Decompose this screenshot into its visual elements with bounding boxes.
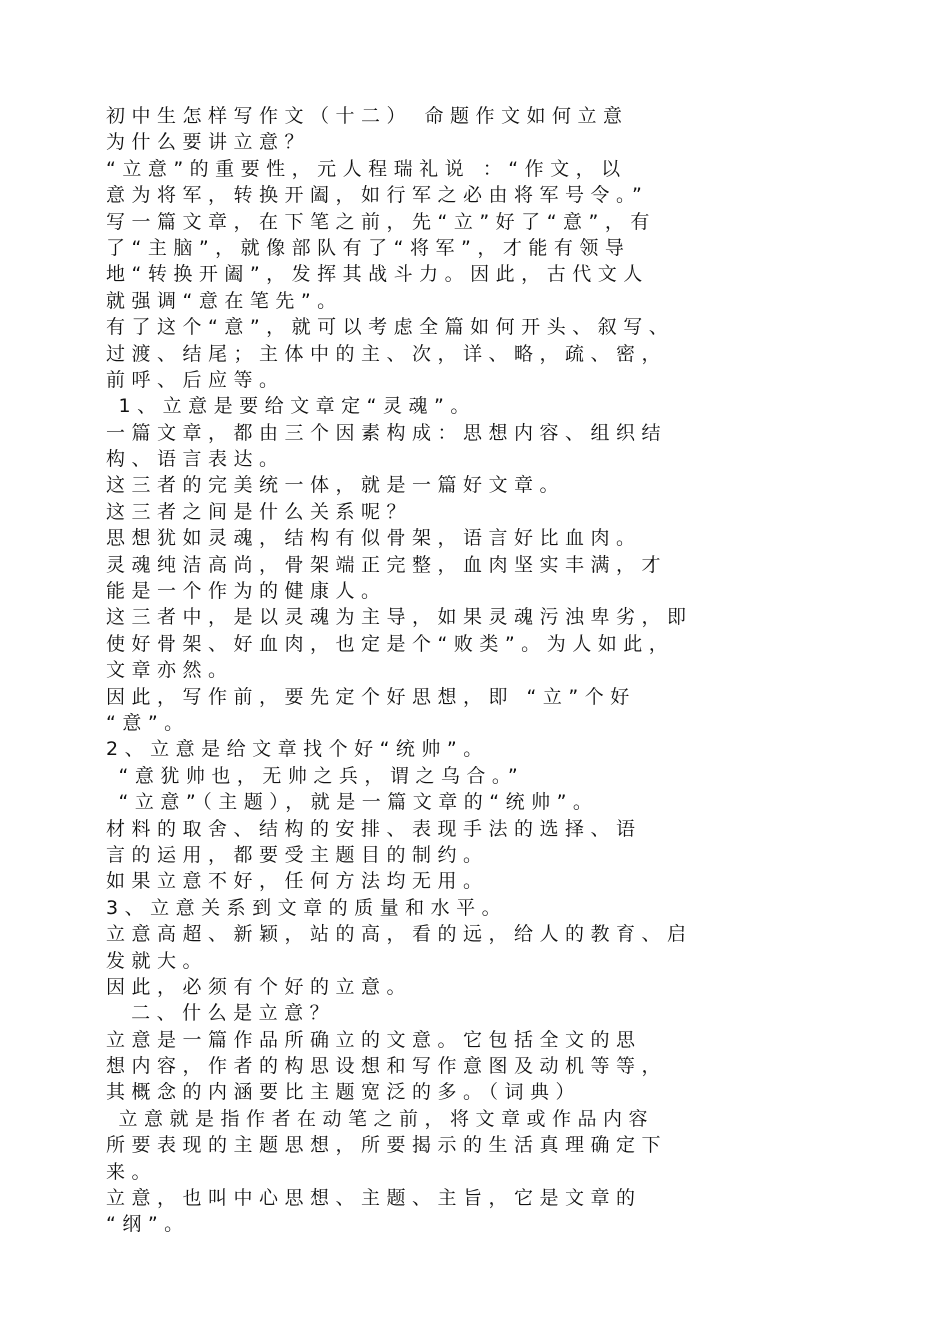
text-line: 立意，也叫中心思想、主题、主旨，它是文章的 <box>106 1187 642 1210</box>
text-line: 来。 <box>106 1160 158 1183</box>
text-line: 一篇文章，都由三个因素构成：思想内容、组织结 <box>106 421 668 444</box>
text-line: 能是一个作为的健康人。 <box>106 580 387 603</box>
text-line: 其概念的内涵要比主题宽泛的多。（词典） <box>106 1081 582 1104</box>
article-body <box>106 103 841 1238</box>
text-line: 了“主脑”，就像部队有了“将军”，才能有领导 <box>106 236 631 259</box>
text-line: 2、立意是给文章找个好“统帅”。 <box>106 738 489 761</box>
text-line: 灵魂纯洁高尚，骨架端正完整，血肉坚实丰满，才 <box>106 553 668 576</box>
text-line: 想内容，作者的构思设想和写作意图及动机等等， <box>106 1055 668 1078</box>
text-line: 思想犹如灵魂，结构有似骨架，语言好比血肉。 <box>106 527 642 550</box>
text-line: 言的运用，都要受主题目的制约。 <box>106 843 489 866</box>
text-line: 材料的取舍、结构的安排、表现手法的选择、语 <box>106 817 642 840</box>
text-line: 就强调“意在笔先”。 <box>106 289 343 312</box>
text-line: 有了这个“意”，就可以考虑全篇如何开头、叙写、 <box>106 316 675 339</box>
text-line: 写一篇文章，在下笔之前，先“立”好了“意”，有 <box>106 210 656 233</box>
text-line: 这三者的完美统一体，就是一篇好文章。 <box>106 474 566 497</box>
text-line: “意犹帅也，无帅之兵，谓之乌合。” <box>106 764 525 787</box>
text-line: 文章亦然。 <box>106 659 234 682</box>
text-line: “立意”（主题），就是一篇文章的“统帅”。 <box>106 791 599 814</box>
text-line: 使好骨架、好血肉，也定是个“败类”。为人如此， <box>106 632 675 655</box>
text-line: “纲”。 <box>106 1213 190 1236</box>
text-line: 意为将军，转换开阖，如行军之必由将军号令。” <box>106 184 649 207</box>
text-line: 如果立意不好，任何方法均无用。 <box>106 870 489 893</box>
text-line: 发就大。 <box>106 949 209 972</box>
text-line: 地“转换开阖”，发挥其战斗力。因此，古代文人 <box>106 263 649 286</box>
text-line: 初中生怎样写作文（十二） 命题作文如何立意 <box>106 105 629 127</box>
text-line: 过渡、结尾；主体中的主、次，详、略，疏、密， <box>106 342 668 365</box>
text-line: 立意是一篇作品所确立的文意。它包括全文的思 <box>106 1028 642 1051</box>
text-line: 构、语言表达。 <box>106 448 285 471</box>
text-line: “意”。 <box>106 711 190 734</box>
text-line: 这三者中，是以灵魂为主导，如果灵魂污浊卑劣，即 <box>106 606 693 629</box>
text-line: 立意就是指作者在动笔之前，将文章或作品内容 <box>106 1107 655 1130</box>
text-line: 二、什么是立意？ <box>106 1002 336 1025</box>
text-line: 所要表现的主题思想，所要揭示的生活真理确定下 <box>106 1134 668 1157</box>
text-line: “立意”的重要性，元人程瑞礼说 ：“作文，以 <box>106 157 627 180</box>
text-line: 这三者之间是什么关系呢？ <box>106 500 413 523</box>
text-line: 前呼、后应等。 <box>106 368 285 391</box>
text-line: 1、立意是要给文章定“灵魂”。 <box>106 395 476 418</box>
text-line: 为什么要讲立意？ <box>106 131 311 154</box>
text-line: 因此，写作前，要先定个好思想，即 “立”个好 <box>106 685 636 708</box>
text-line: 3、立意关系到文章的质量和水平。 <box>106 896 508 919</box>
text-line: 因此，必须有个好的立意。 <box>106 975 413 998</box>
text-line: 立意高超、新颖，站的高，看的远，给人的教育、启 <box>106 923 693 946</box>
